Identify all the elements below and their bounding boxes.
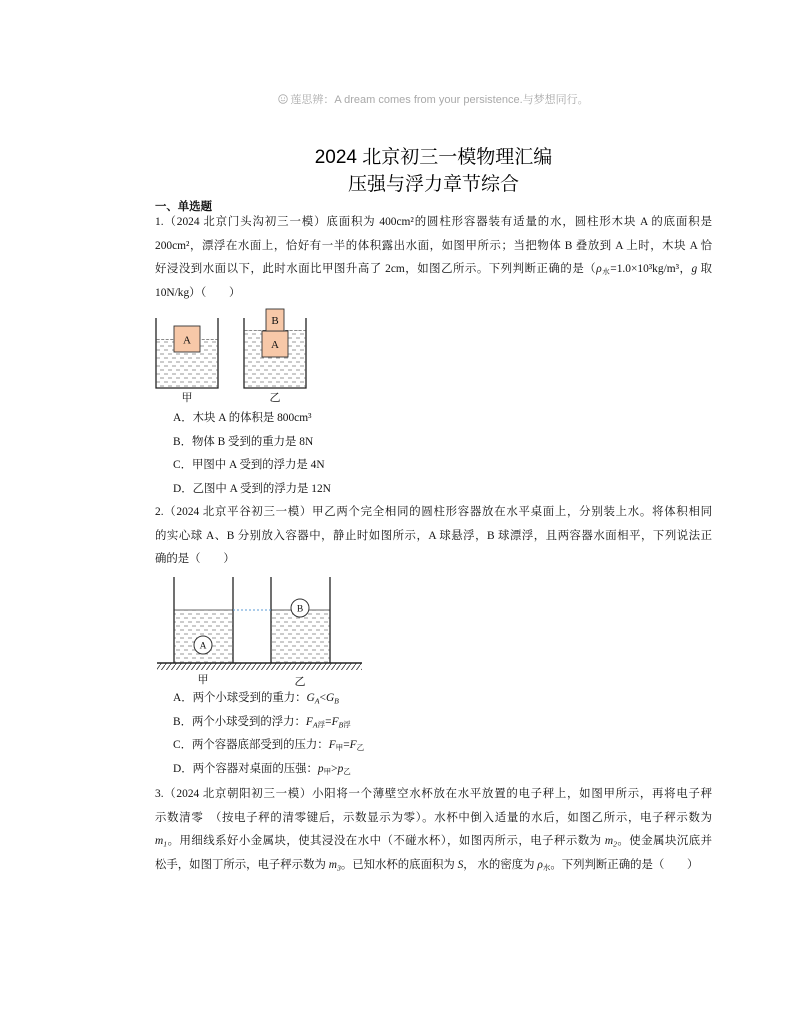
text-segment: =	[325, 715, 332, 728]
text-segment: 取	[697, 263, 712, 276]
text-segment: A	[314, 696, 320, 706]
text-segment: m	[604, 835, 614, 848]
question-2-options	[155, 687, 712, 781]
water-right	[272, 610, 330, 662]
text-segment: A．两个小球受到的重力：	[173, 692, 307, 705]
text-segment: m	[328, 858, 337, 871]
figure-caption-left: 甲	[197, 674, 209, 686]
text-segment: F	[331, 715, 339, 728]
text-segment: D．乙图中 A 受到的浮力是 12N	[173, 482, 331, 495]
text-segment: ， 水的密度为	[463, 858, 538, 871]
text-segment: C．甲图中 A 受到的浮力是 4N	[173, 459, 325, 472]
section-heading: 一、单选题	[155, 201, 212, 213]
text-segment: 1.（2024 北京门头沟初三一模）底面积为 400cm²的圆柱形容器装有适量的水，圆柱形木块 A 的底面积是	[155, 216, 712, 229]
ball-a-label: A	[199, 641, 207, 652]
text-segment: 10N/kg）（ ）	[155, 286, 241, 299]
text-segment: 松手，如图丁所示，电子秤示数为	[155, 858, 329, 871]
text-segment: 。下列判断正确的是（ ）	[550, 858, 699, 871]
text-segment: 水	[601, 267, 611, 277]
question-2-figure	[150, 572, 370, 688]
document-title-line2: 压强与浮力章节综合	[347, 174, 519, 195]
text-segment: ρ	[537, 858, 543, 871]
text-segment: D．两个容器对桌面的压强：	[173, 762, 318, 775]
text-segment: 200cm²，漂浮在水面上，恰好有一半的体积露出水面，如图甲所示；当把物体 B 叠放到 A 上时，木块 A 恰	[155, 239, 712, 252]
text-segment: 示数清零 （按电子秤的清零键后，示数显示为零）。水杯中倒入适量的水后，如图乙所示，电子秤示数为	[155, 811, 712, 824]
figure-caption-right: 乙	[269, 392, 281, 404]
option-d	[155, 478, 712, 502]
figure-caption-right: 乙	[294, 676, 306, 688]
text-segment: G	[325, 692, 335, 705]
question-text-line	[155, 783, 712, 807]
block-a-label: A	[271, 339, 279, 351]
block-a-label: A	[183, 334, 191, 347]
question-2-stem	[155, 501, 712, 572]
question-1-stem	[155, 211, 712, 305]
figure-caption-left: 甲	[181, 392, 193, 404]
text-segment: G	[306, 692, 315, 705]
question-3-stem	[155, 783, 712, 877]
text-segment: p	[337, 762, 344, 775]
text-segment: C．两个容器底部受到的压力：	[173, 739, 329, 752]
text-segment: B．物体 B 受到的重力是 8N	[173, 435, 314, 448]
question-text-line	[155, 211, 712, 235]
text-segment: 浮	[343, 719, 351, 729]
text-segment: A	[312, 720, 318, 730]
text-segment: m	[155, 835, 164, 848]
watermark-header	[155, 92, 712, 108]
option-b	[155, 431, 712, 455]
question-text-line	[155, 235, 712, 259]
text-segment: 。已知水杯的底面积为	[340, 858, 458, 871]
text-segment: 2	[613, 839, 617, 849]
text-segment: 1	[163, 839, 168, 849]
question-text-line	[155, 525, 712, 549]
document-title-line1: 2024 北京初三一模物理汇编	[314, 147, 553, 168]
question-text-line	[155, 258, 712, 282]
text-segment: 水	[542, 862, 551, 872]
text-segment: 确的是（ ）	[155, 553, 235, 566]
text-segment: B	[334, 696, 339, 706]
option-b	[155, 711, 712, 735]
option-c	[155, 734, 712, 758]
block-b-label: B	[271, 315, 279, 327]
text-segment: 乙	[356, 743, 365, 753]
question-text-line	[155, 548, 712, 572]
question-text-line	[155, 501, 712, 525]
text-segment: 浮	[317, 719, 326, 729]
watermark-text: 莲思辨：A dream comes from your persistence.与梦想同行。	[290, 94, 589, 106]
option-a	[155, 687, 712, 711]
text-segment: =	[343, 739, 350, 752]
text-segment: 乙	[343, 766, 351, 776]
option-c	[155, 454, 712, 478]
text-segment: F	[305, 715, 313, 728]
question-text-line	[155, 807, 712, 831]
question-1-figure	[150, 305, 320, 407]
text-segment: 。使金属块沉底并	[616, 835, 712, 848]
question-text-line	[155, 854, 712, 878]
question-text-line	[155, 282, 712, 306]
ball-b-label: B	[296, 604, 304, 615]
text-segment: A．木块 A 的体积是 800cm³	[173, 412, 312, 425]
text-segment: B	[338, 720, 344, 730]
text-segment: 甲	[335, 743, 344, 753]
text-segment: F	[349, 739, 357, 752]
table-hatch	[157, 664, 362, 671]
text-segment: B．两个小球受到的浮力：	[173, 715, 306, 728]
text-segment: F	[328, 739, 336, 752]
text-segment: =1.0×10³kg/m³，	[610, 263, 692, 276]
text-segment: 的实心球 A、B 分别放入容器中，静止时如图所示，A 球悬浮，B 球漂浮，且两容器水面相平，下列说法正	[155, 529, 712, 542]
text-segment: S	[457, 858, 464, 871]
text-segment: <	[319, 692, 326, 705]
text-segment: 3.（2024 北京朝阳初三一模）小阳将一个薄壁空水杯放在水平放置的电子秤上，如图甲所示，再将电子秤	[155, 788, 712, 801]
option-a	[155, 407, 712, 431]
option-d	[155, 758, 712, 782]
text-segment: g	[691, 263, 698, 276]
text-segment: 。用细线系好小金属块，使其浸没在水中（不碰水杯），如图丙所示，电子秤示数为	[167, 835, 605, 848]
smile-icon	[278, 94, 288, 104]
text-segment: 甲	[323, 766, 332, 776]
question-1-options	[155, 407, 712, 501]
text-segment: >	[331, 762, 338, 775]
text-segment: 2.（2024 北京平谷初三一模）甲乙两个完全相同的圆柱形容器放在水平桌面上，分别装上水。将体积相同	[155, 506, 712, 519]
question-text-line	[155, 830, 712, 854]
text-segment: 好浸没到水面以下，此时水面比甲图升高了 2cm，如图乙所示。下列判断正确的是（	[155, 263, 597, 276]
text-segment: 3	[336, 863, 341, 873]
text-segment: p	[317, 762, 324, 775]
text-segment: ρ	[596, 263, 602, 276]
